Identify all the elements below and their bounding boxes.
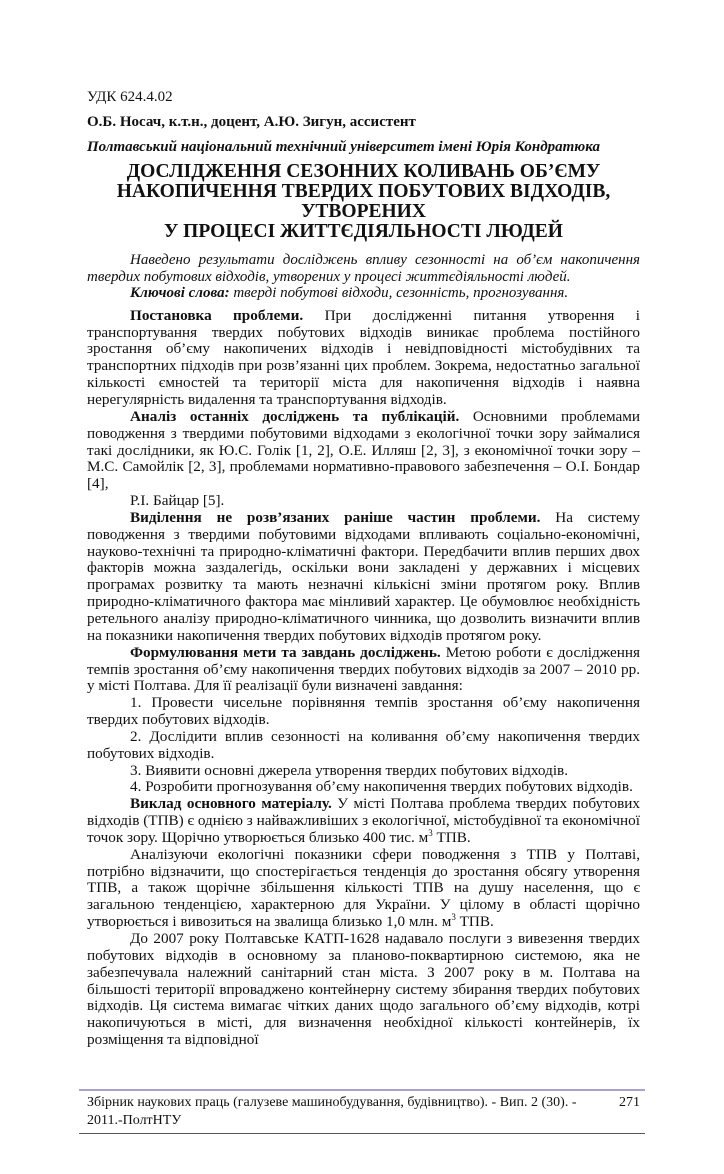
paragraph-problem xyxy=(87,308,640,409)
paragraph-literature-end: Р.І. Байцар [5]. xyxy=(130,492,225,510)
task-item: 2. Дослідити вплив сезонності на коливання об’єму накопичення твердих побутових відходів. xyxy=(87,727,640,762)
udk-code: УДК 624.4.02 xyxy=(87,89,173,105)
abstract-text: Наведено результати досліджень впливу сезонності на об’єм накопичення твердих побутових відходів, утворених у процесі життєдіяльності людей. xyxy=(87,252,640,285)
section-heading: Формулювання мети та завдань досліджень. xyxy=(130,643,441,661)
section-heading: Виділення не розв’язаних раніше частин проблеми. xyxy=(130,508,541,526)
section-heading: Постановка проблеми. xyxy=(130,306,304,324)
page-footer-block xyxy=(87,1049,640,1134)
article-title xyxy=(80,162,647,242)
paragraph-history: До 2007 року Полтавське КАТП-1628 надавало послуги з вивезення твердих побутових відходів в основному за планово-поквартирною системою, яка не забезпечувала належний санітарний стан міста. З 2007 року в м. Полтава на більшості території впроваджено контейнерну систему збирання твердих побутових відходів. Ця система вимагає чітких даних щодо загального об’єму відходів, котрі накопичуються в місті, для визначення необхідної кількості контейнерів, їх розміщення та відповідної xyxy=(87,930,640,1049)
title-line: У ПРОЦЕСІ ЖИТТЄДІЯЛЬНОСТІ ЛЮДЕЙ xyxy=(164,221,563,242)
section-heading: Аналіз останніх досліджень та публікацій. xyxy=(130,407,460,425)
title-line: ДОСЛІДЖЕННЯ СЕЗОННИХ КОЛИВАНЬ ОБ’ЄМУ xyxy=(126,161,601,182)
paragraph-unsolved xyxy=(87,510,640,645)
page-number: 271 xyxy=(619,1094,640,1110)
paragraph-text: ТПВ. xyxy=(432,828,471,846)
task-item: 1. Провести чисельне порівняння темпів зростання об’єму накопичення твердих побутових відходів. xyxy=(87,694,640,729)
keywords xyxy=(87,285,640,302)
paragraph-text: На систему поводження з твердими побутовими відходами впливають соціально-економічні, науково-технічні та природно-кліматичні фактори. Передбачити вплив перших двох факторів можна заздалегідь, оскільки вони закладені у державних і місцевих програмах розвитку та мають незначні кількісні зміни протягом року. Вплив природно-кліматичного фактора має мінливий характер. Це обумовлює необхідність ретельного аналізу природно-кліматичного чинника, що дозволить визначити вплив на показники накопичення твердих побутових відходів протягом року. xyxy=(87,508,641,644)
section-heading: Виклад основного матеріалу. xyxy=(130,795,332,813)
paragraph-goal xyxy=(87,645,640,696)
keywords-text: тверді побутові відходи, сезонність, прогнозування. xyxy=(229,285,569,302)
paragraph-text: ТПВ. xyxy=(455,913,494,931)
superscript: 3 xyxy=(451,912,456,923)
paragraph-text: При дослідженні питання утворення і транспортування твердих побутових відходів виникає проблема постійного зростання об’єму накопичених відходів і невідповідності містобудівних та транспортних підходів при розв’язанні цих проблем. Зокрема, недостатньо загальної кількості ємностей та території міста для накопичення відходів і наявна нерегулярність видалення та транспортування відходів. xyxy=(87,306,640,408)
title-line: НАКОПИЧЕННЯ ТВЕРДИХ ПОБУТОВИХ ВІДХОДІВ, УТВОРЕНИХ xyxy=(116,181,611,222)
paragraph-analysis xyxy=(87,847,640,931)
task-item: 4. Розробити прогнозування об’єму накопичення твердих побутових відходів. xyxy=(130,778,633,796)
superscript: 3 xyxy=(428,827,433,838)
article-body xyxy=(87,308,640,1049)
paragraph-main xyxy=(87,796,640,847)
page-footer xyxy=(87,1094,640,1130)
keywords-label: Ключові слова: xyxy=(130,285,230,302)
paragraph-text: У місті Полтава проблема твердих побутових відходів (ТПВ) є однією з найважливіших з екологічної, містобудівної та економічної точок зору. Щорічно утворюється близько 400 тис. м xyxy=(87,795,640,846)
footer-bottom-rule xyxy=(79,1133,645,1134)
paragraph-text: Основними проблемами поводження з твердими побутовими відходами з екологічної точки зору займалися такі дослідники, як Ю.С. Голік [1, 2], О.Е. Илляш [2, 3], з економічної точки зору – М.С. Самойлік [2, 3], проблемами нормативно-правового забезпечення – О.І. Бондар [4], xyxy=(87,407,640,493)
affiliation: Полтавський національний технічний університет імені Юрія Кондратюка xyxy=(87,139,600,155)
footer-rule xyxy=(79,1089,645,1091)
paragraph-text: Аналізуючи екологічні показники сфери поводження з ТПВ у Полтаві, потрібно відзначити, що спостерігається тенденція до зростання обсягу утворення ТПВ, а також щорічне збільшення кількості ТПВ на душу населення, що є загальною тенденцією, характерною для України. У цілому в області щорічно утворюється і вивозиться на звалища близько 1,0 млн. м xyxy=(87,845,640,931)
paragraph-text: Метою роботи є дослідження темпів зростання об’єму накопичення твердих побутових відходів за 2007 – 2010 рр. у місті Полтава. Для її реалізації були визначені завдання: xyxy=(87,643,640,695)
journal-citation: Збірник наукових праць (галузеве машинобудування, будівництво). - Вип. 2 (30). - 2011.-ПолтНТУ xyxy=(87,1094,577,1128)
abstract xyxy=(87,252,640,302)
authors: О.Б. Носач, к.т.н., доцент, А.Ю. Зигун, ассистент xyxy=(87,114,416,130)
paragraph-literature xyxy=(87,409,640,493)
task-item: 3. Виявити основні джерела утворення твердих побутових відходів. xyxy=(130,761,569,779)
